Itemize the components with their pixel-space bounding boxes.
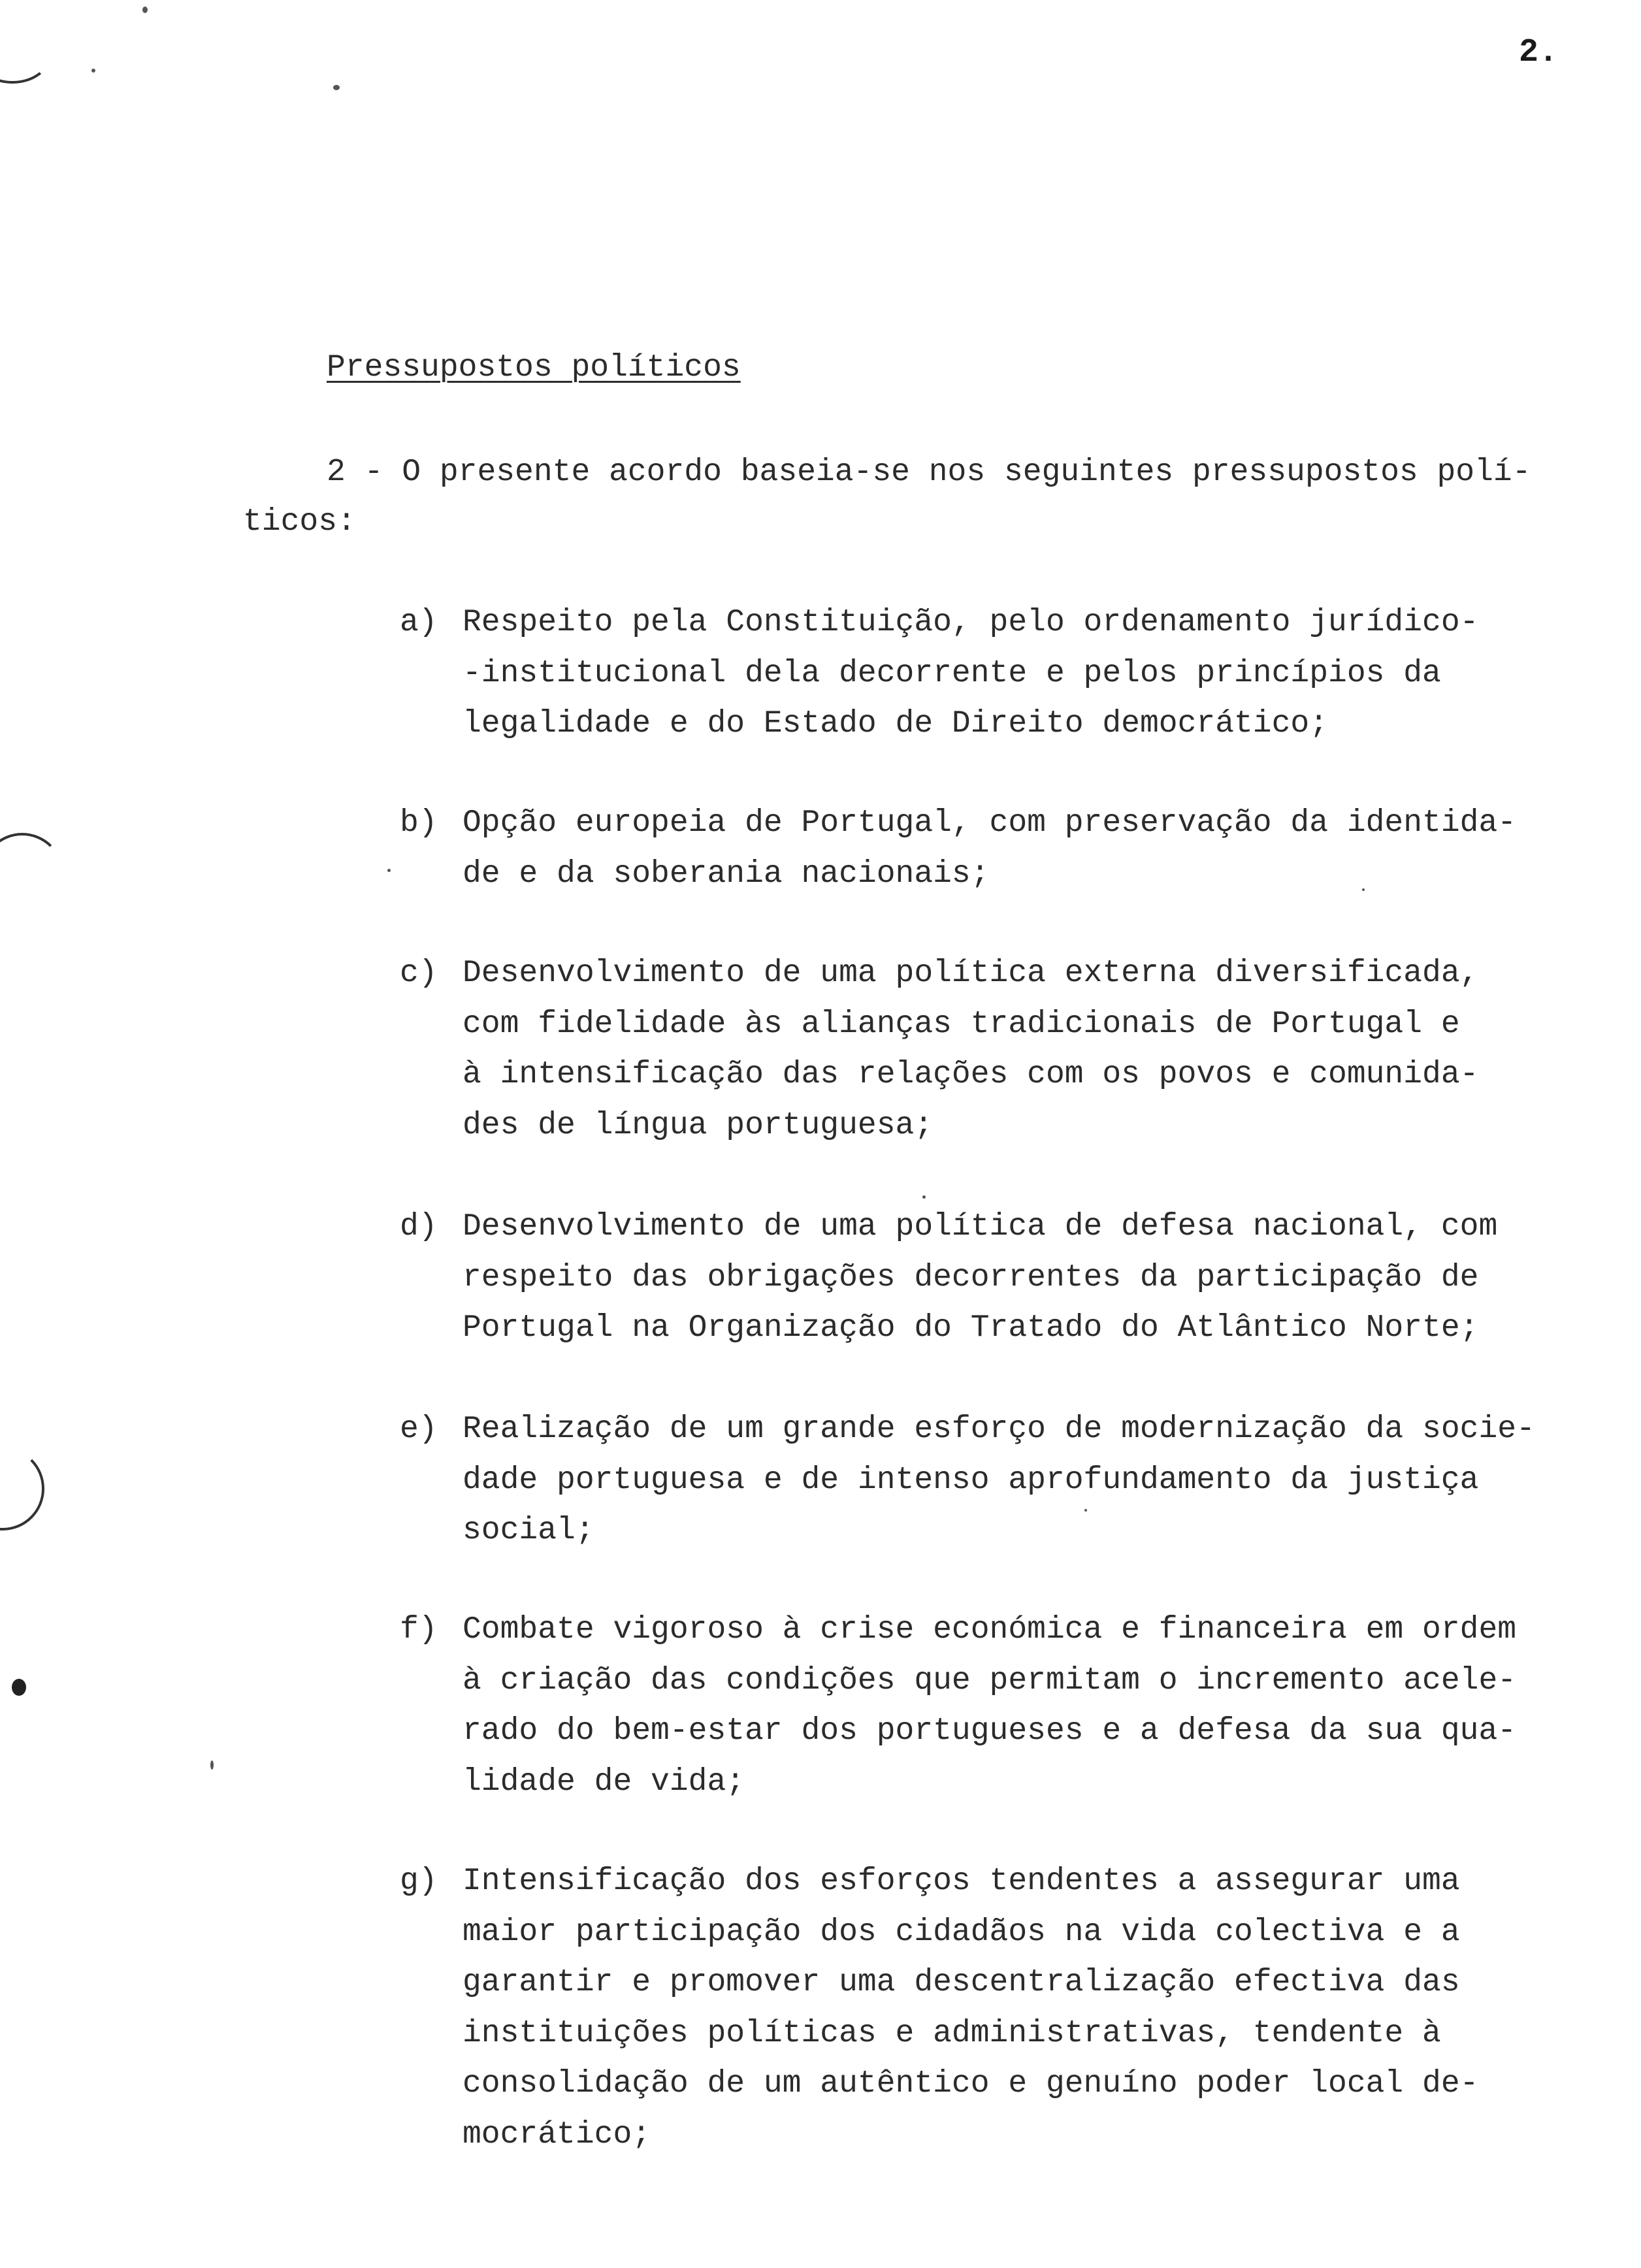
item-line: consolidação de um autêntico e genuíno poder local de- (463, 2066, 1479, 2101)
item-line: à intensificação das relações com os povos e comunida- (463, 1057, 1479, 1092)
page-number: 2. (1519, 34, 1559, 71)
item-letter: a) (400, 605, 438, 640)
item-letter: c) (400, 956, 438, 991)
list-item-a (400, 598, 1608, 750)
list-item-b (400, 798, 1608, 899)
punch-hole-mark (0, 26, 51, 84)
list-item-g (400, 1856, 1608, 2160)
item-line: des de língua portuguesa; (463, 1107, 934, 1143)
item-line: rado do bem-estar dos portugueses e a defesa da sua qua- (463, 1713, 1517, 1749)
scan-speck (333, 85, 340, 90)
scan-speck (142, 7, 148, 13)
item-line: Respeito pela Constituição, pelo ordenamento jurídico- (463, 605, 1479, 640)
item-line: social; (463, 1513, 594, 1548)
scan-speck (922, 1195, 926, 1199)
item-line: lidade de vida; (463, 1764, 745, 1800)
item-letter: g) (400, 1864, 438, 1899)
item-line: Intensificação dos esforços tendentes a assegurar uma (463, 1864, 1460, 1899)
punch-hole-mark (0, 833, 64, 916)
item-line: maior participação dos cidadãos na vida colectiva e a (463, 1914, 1460, 1950)
item-line: Combate vigoroso à crise económica e financeira em ordem (463, 1612, 1517, 1647)
item-line: Opção europeia de Portugal, com preservação da identida- (463, 805, 1517, 841)
intro-paragraph (243, 447, 1589, 547)
intro-line: 2 - O presente acordo baseia-se nos seguintes pressupostos polí- (327, 455, 1531, 490)
list-item-f (400, 1605, 1608, 1807)
item-letter: d) (400, 1209, 438, 1244)
item-line: Desenvolvimento de uma política externa diversificada, (463, 956, 1479, 991)
scan-speck (1084, 1509, 1087, 1512)
scan-speck (1362, 888, 1365, 891)
intro-line: ticos: (243, 504, 356, 540)
section-heading: Pressupostos políticos (327, 350, 741, 385)
item-line: de e da soberania nacionais; (463, 856, 990, 892)
item-line: Realização de um grande esforço de modernização da socie- (463, 1412, 1535, 1447)
list-item-d (400, 1202, 1608, 1354)
item-letter: f) (400, 1612, 438, 1647)
item-line: dade portuguesa e de intenso aprofundamento da justiça (463, 1462, 1479, 1498)
item-line: legalidade e do Estado de Direito democrático; (463, 706, 1329, 741)
item-line: mocrático; (463, 2116, 651, 2152)
item-line: -institucional dela decorrente e pelos princípios da (463, 655, 1441, 691)
item-letter: e) (400, 1412, 438, 1447)
item-line: Desenvolvimento de uma política de defesa nacional, com (463, 1209, 1498, 1244)
item-line: Portugal na Organização do Tratado do Atlântico Norte; (463, 1310, 1479, 1346)
scan-speck (387, 869, 391, 872)
item-line: com fidelidade às alianças tradicionais de Portugal e (463, 1006, 1460, 1042)
item-letter: b) (400, 805, 438, 841)
item-line: respeito das obrigações decorrentes da participação de (463, 1259, 1479, 1295)
list-item-c (400, 948, 1608, 1151)
list-item-e (400, 1404, 1608, 1557)
item-line: garantir e promover uma descentralização efectiva das (463, 1965, 1460, 2000)
item-line: à criação das condições que permitam o incremento acele- (463, 1662, 1517, 1698)
item-line: instituições políticas e administrativas, tendente à (463, 2015, 1441, 2051)
scan-speck (91, 69, 95, 73)
scan-speck (12, 1679, 26, 1696)
punch-hole-mark (0, 1447, 44, 1531)
scan-speck (210, 1760, 214, 1770)
